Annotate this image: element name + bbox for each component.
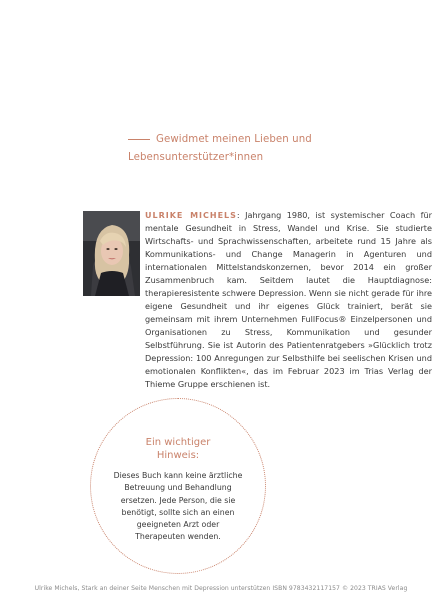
- author-photo: [83, 211, 140, 296]
- decorative-rule: [128, 139, 150, 140]
- dedication: [128, 131, 428, 167]
- author-portrait-image: [83, 211, 140, 296]
- author-name: ULRIKE MICHELS: [145, 211, 237, 220]
- dedication-line-2: Lebensunterstützer*innen: [128, 152, 264, 163]
- notice-title-line-2: Hinweis:: [156, 450, 200, 461]
- notice-body: Dieses Buch kann keine ärztliche Betreuung und Behandlung ersetzen. Jede Person, die sie benötigt, sollte sich an einen geeigneten Arzt oder Therapeuten wenden.: [113, 471, 243, 542]
- notice-title-line-1: Ein wichtiger: [145, 437, 211, 448]
- dedication-line-1: Gewidmet meinen Lieben und: [156, 134, 312, 145]
- author-bio-text: : Jahrgang 1980, ist systemischer Coach für mentale Gesundheit in Stress, Wandel und Krise. Sie studierte Wirtschafts- und Sprachwissenschaften, arbeitete rund 15 Jahre als Kommunikations- und Change Managerin in Agenturen und internationalen Mittelstandskonzernen, bevor 2014 ein großer Zusammenbruch kam. Seitdem lautet die Hauptdiagnose: therapieresistente schwere Depression. Wenn sie nicht gerade für ihre eigene Gesundheit und ihr eigenes Glück trainiert, berät sie gemeinsam mit ihrem Unternehmen FullFocus® Einzelpersonen und Organisationen zu Stress, Kommunikation und gesunder Selbstführung. Sie ist Autorin des Patientenratgebers »Glücklich trotz Depression: 100 Anregungen zur Selbsthilfe bei seelischen Krisen und emotionalen Konflikten«, das im Februar 2023 im Trias Verlag der Thieme Gruppe erschienen ist.: [145, 210, 432, 389]
- notice-title: [90, 436, 266, 462]
- author-bio: [145, 209, 432, 391]
- copyright-footer: Ulrike Michels, Stark an deiner Seite Menschen mit Depression unterstützen ISBN 9783432117157 © 2023 TRIAS Verlag: [34, 585, 408, 592]
